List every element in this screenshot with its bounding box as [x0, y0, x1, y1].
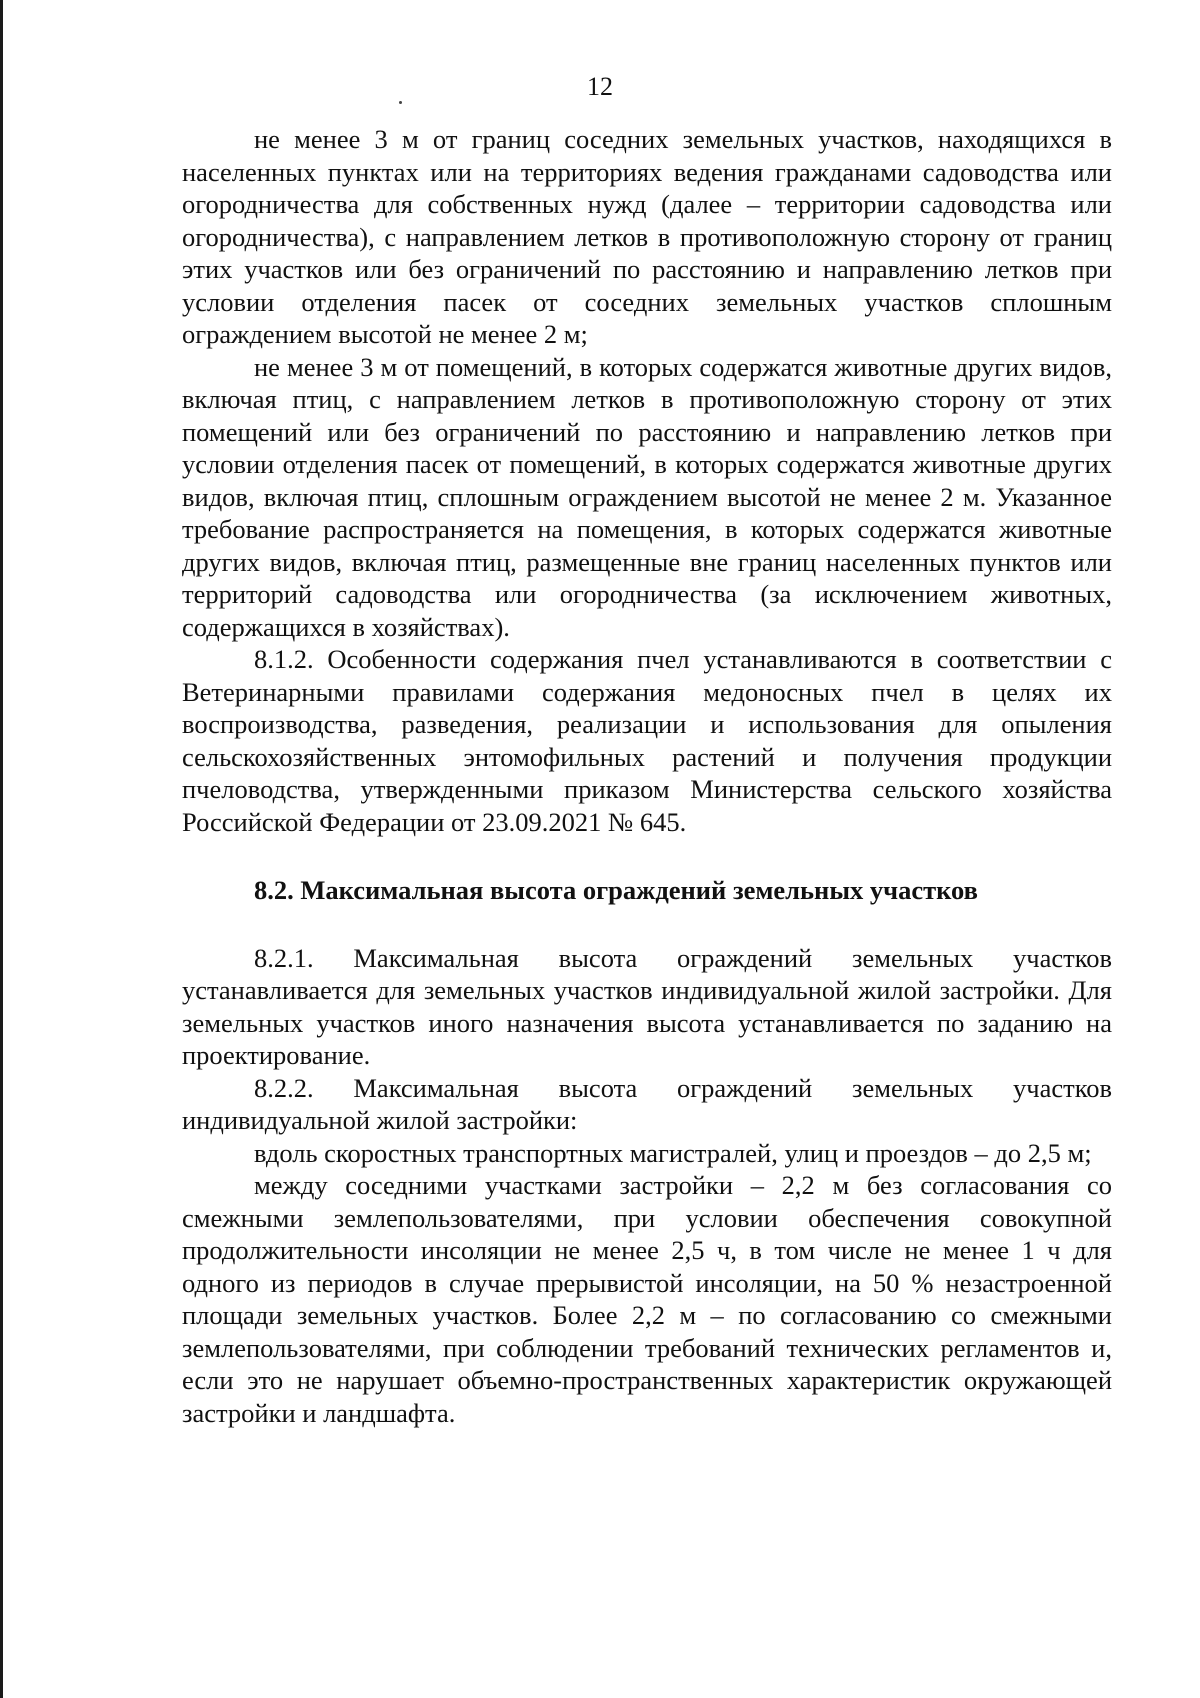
page-number: 12: [587, 72, 613, 101]
paragraph-8-2-2: 8.2.2. Максимальная высота ограждений земельных участков индивидуальной жилой застройки:: [182, 1072, 1112, 1135]
paragraph-8-2-1: 8.2.1. Максимальная высота ограждений земельных участков устанавливается для земельных участков индивидуальной жилой застройки. Для земельных участков иного назначения высота устанавливается по заданию на проектирование.: [182, 942, 1112, 1070]
scan-edge: [0, 0, 3, 1698]
paragraph-8-1-2: 8.1.2. Особенности содержания пчел устанавливаются в соответствии с Ветеринарными правилами содержания медоносных пчел в целях их воспроизводства, разведения, реализации и использования для опыления сельскохозяйственных энтомофильных растений и получения продукции пчеловодства, утвержденными приказом Министерства сельского хозяйства Российской Федерации от 23.09.2021 № 645.: [182, 644, 1112, 837]
paragraph-apiary-distance-animal-premises: не менее 3 м от помещений, в которых содержатся животные других видов, включая птиц, с направлением летков в противоположную сторону от этих помещений или без ограничений по расстоянию и направлению летков при условии отделения пасек от помещений, в которых содержатся животные других видов, включая птиц, сплошным ограждением высотой не менее 2 м. Указанное требование распространяется на помещения, в которых содержатся животные других видов, включая птиц, размещенные вне границ населенных пунктов или территорий садоводства или огородничества (за исключением животных, содержащихся в хозяйствах).: [182, 351, 1112, 642]
paragraph-between-neighbor-plots: между соседними участками застройки – 2,2 м без согласования со смежными землепользователями, при условии обеспечения совокупной продолжительности инсоляции не менее 2,5 ч, в том числе не менее 1 ч для одного из периодов в случае прерывистой инсоляции, на 50 % незастроенной площади земельных участков. Более 2,2 м – по согласованию со смежными землепользователями, при соблюдении требований технических регламентов и, если это не нарушает объемно-пространственных характеристик окружающей застройки и ландшафта.: [182, 1170, 1112, 1428]
paragraph-apiary-distance-land-plots: не менее 3 м от границ соседних земельных участков, находящихся в населенных пунктах или на территориях ведения гражданами садоводства или огородничества для собственных нужд (далее – территории садоводства или огородничества), с направлением летков в противоположную сторону от границ этих участков или без ограничений по расстоянию и направлению летков при условии отделения пасек от соседних земельных участков сплошным ограждением высотой не менее 2 м;: [182, 124, 1112, 349]
document-body: [182, 123, 1112, 1429]
section-heading-8-2: 8.2. Максимальная высота ограждений земельных участков: [254, 875, 978, 905]
paragraph-along-highways: вдоль скоростных транспортных магистралей, улиц и проездов – до 2,5 м;: [254, 1137, 1092, 1168]
